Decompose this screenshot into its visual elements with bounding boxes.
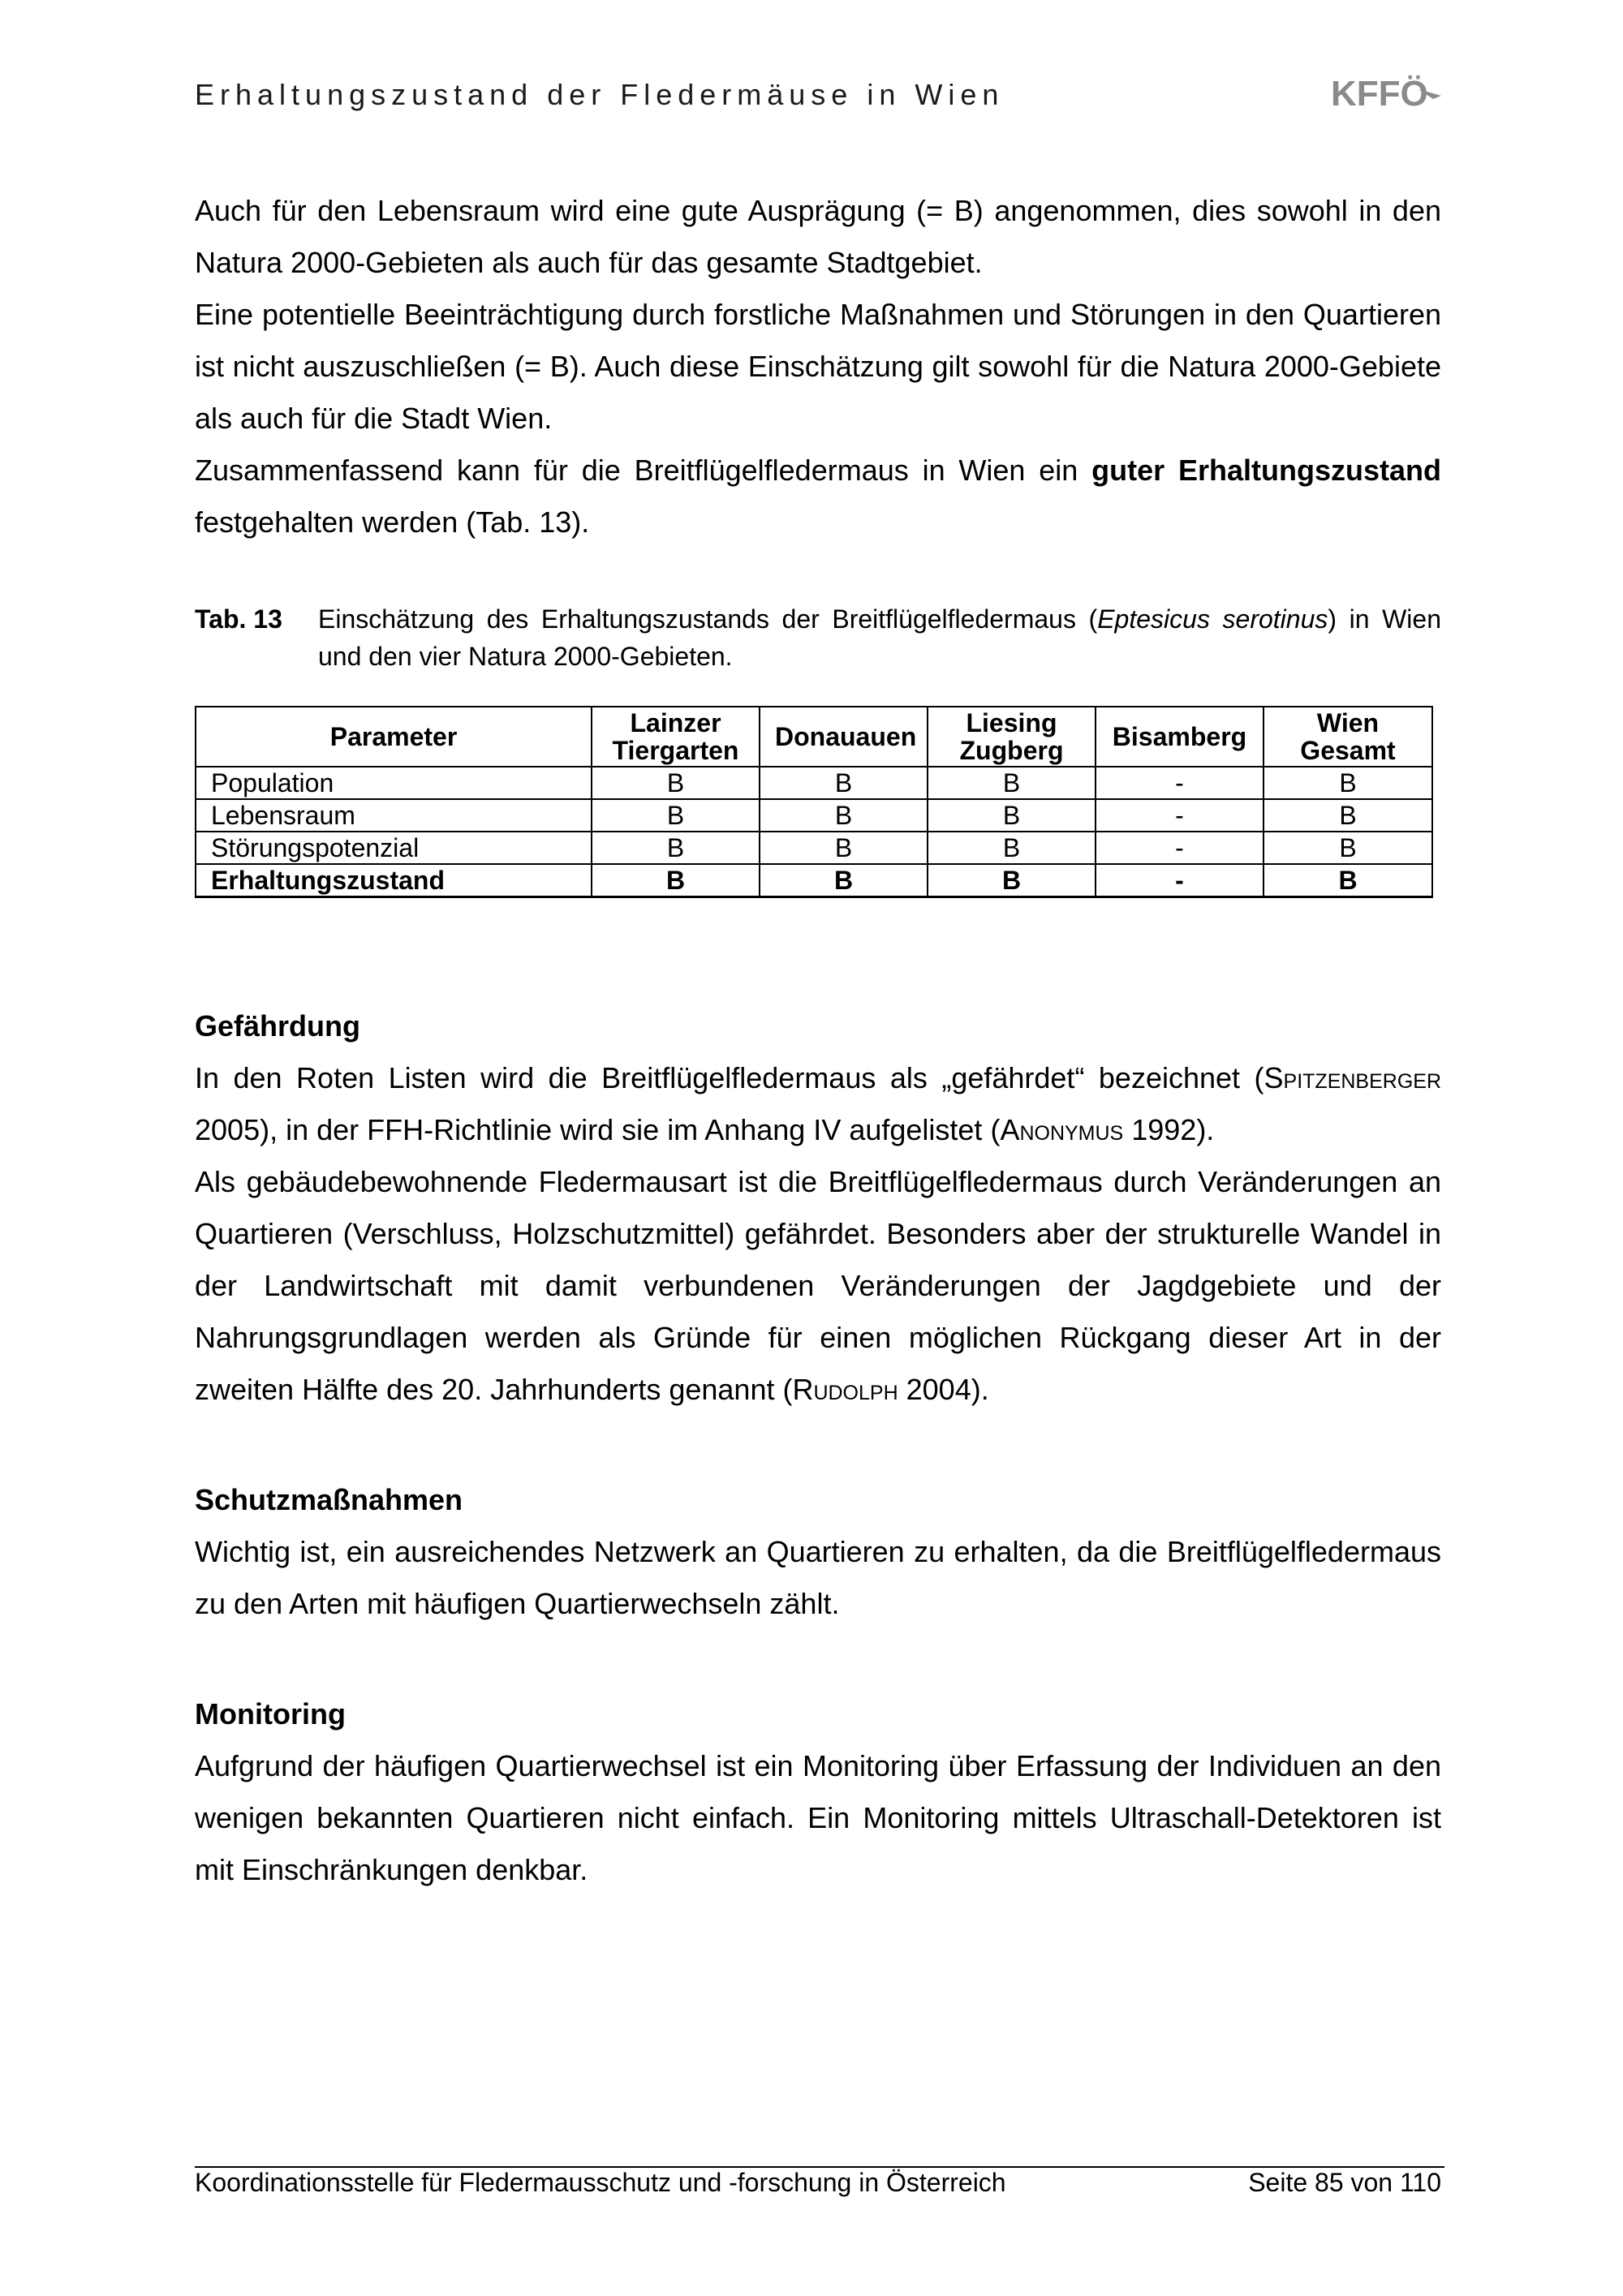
cell-value: B xyxy=(592,799,760,832)
cell-value: B xyxy=(592,767,760,799)
cell-value: - xyxy=(1096,864,1264,897)
cell-value: B xyxy=(928,767,1096,799)
table-caption xyxy=(195,600,1441,675)
species-name: Eptesicus serotinus xyxy=(1097,604,1328,634)
heading-monitoring: Monitoring xyxy=(195,1697,346,1731)
cell-value: B xyxy=(1264,799,1432,832)
kffoe-logo-text: KFFÖ xyxy=(1331,74,1428,114)
intro-paragraph-3: Zusammenfassend kann für die Breitflügelfledermaus in Wien ein guter Erhaltungszustand festgehalten werden (Tab. 13). xyxy=(195,454,1441,539)
header-parameter: Parameter xyxy=(196,707,592,767)
cell-value: B xyxy=(928,799,1096,832)
header-liesing-zugberg: Liesing Zugberg xyxy=(928,707,1096,767)
table-row xyxy=(196,767,1432,799)
table-caption-label: Tab. 13 xyxy=(195,604,282,634)
monitoring-paragraph: Aufgrund der häufigen Quartierwechsel ist ein Monitoring über Erfassung der Individuen an den wenigen bekannten Quartieren nicht einfach. Ein Monitoring mittels Ultraschall-Detektoren ist mit Einschränkungen denkbar. xyxy=(195,1749,1441,1886)
intro-paragraph-1: Auch für den Lebensraum wird eine gute Ausprägung (= B) angenommen, dies sowohl in den Natura 2000-Gebieten als auch für das gesamte Stadtgebiet. xyxy=(195,194,1441,279)
emphasis-good-state: guter Erhaltungszustand xyxy=(1091,454,1441,487)
cell-value: - xyxy=(1096,799,1264,832)
cell-value: B xyxy=(1264,832,1432,864)
page-body xyxy=(195,185,1441,1896)
footer-page-number: Seite 85 von 110 xyxy=(1248,2168,1441,2197)
cell-value: B xyxy=(928,832,1096,864)
cell-value: B xyxy=(1264,864,1432,897)
cell-value: B xyxy=(760,767,928,799)
cell-value: B xyxy=(760,799,928,832)
table-row xyxy=(196,799,1432,832)
cell-value: B xyxy=(760,864,928,897)
footer-organisation: Koordinationsstelle für Fledermausschutz und -forschung in Österreich xyxy=(195,2168,1006,2197)
cell-value: B xyxy=(592,832,760,864)
table-row xyxy=(196,832,1432,864)
row-parameter: Erhaltungszustand xyxy=(196,864,592,897)
gefaehrdung-paragraph-1: In den Roten Listen wird die Breitflügelfledermaus als „gefährdet“ bezeichnet (Spitzenberger 2005), in der FFH-Richtlinie wird sie im Anhang IV aufgelistet (Anonymus 1992). xyxy=(195,1061,1441,1146)
header-donauauen: Donauauen xyxy=(760,707,928,767)
heading-schutzmassnahmen: Schutzmaßnahmen xyxy=(195,1483,463,1516)
cell-value: - xyxy=(1096,767,1264,799)
schutz-paragraph: Wichtig ist, ein ausreichendes Netzwerk an Quartieren zu erhalten, da die Breitflügelfledermaus zu den Arten mit häufigen Quartierwechseln zählt. xyxy=(195,1535,1441,1620)
assessment-table xyxy=(195,706,1433,898)
table-header-row xyxy=(196,707,1432,767)
cell-value: B xyxy=(1264,767,1432,799)
header-bisamberg: Bisamberg xyxy=(1096,707,1264,767)
running-header-title: Erhaltungszustand der Fledermäuse in Wien xyxy=(195,78,1005,111)
author-citation: Spitzenberger xyxy=(1264,1061,1441,1094)
kffoe-logo xyxy=(1331,70,1444,115)
header-lainzer-tiergarten: Lainzer Tiergarten xyxy=(592,707,760,767)
header-wien-gesamt: Wien Gesamt xyxy=(1264,707,1432,767)
gefaehrdung-paragraph-2: Als gebäudebewohnende Fledermausart ist die Breitflügelfledermaus durch Veränderungen an Quartieren (Verschluss, Holzschutzmittel) gefährdet. Besonders aber der strukturelle Wandel in der Landwirtschaft mit damit verbundenen Veränderungen der Jagdgebiete und der Nahrungsgrundlagen werden als Gründe für einen möglichen Rückgang dieser Art in der zweiten Hälfte des 20. Jahrhunderts genannt (Rudolph 2004). xyxy=(195,1165,1441,1406)
row-parameter: Population xyxy=(196,767,592,799)
row-parameter: Lebensraum xyxy=(196,799,592,832)
cell-value: - xyxy=(1096,832,1264,864)
author-citation: Anonymus xyxy=(1000,1113,1124,1146)
cell-value: B xyxy=(928,864,1096,897)
table-caption-text: Einschätzung des Erhaltungszustands der Breitflügelfledermaus (Eptesicus serotinus) in Wien und den vier Natura 2000-Gebieten. xyxy=(318,604,1442,671)
row-parameter: Störungspotenzial xyxy=(196,832,592,864)
heading-gefaehrdung: Gefährdung xyxy=(195,1009,360,1043)
cell-value: B xyxy=(760,832,928,864)
author-citation: Rudolph xyxy=(792,1373,898,1406)
intro-paragraph-2: Eine potentielle Beeinträchtigung durch forstliche Maßnahmen und Störungen in den Quartieren ist nicht auszuschließen (= B). Auch diese Einschätzung gilt sowohl für die Natura 2000-Gebiete als auch für die Stadt Wien. xyxy=(195,298,1441,435)
cell-value: B xyxy=(592,864,760,897)
table-row-summary xyxy=(196,864,1432,897)
